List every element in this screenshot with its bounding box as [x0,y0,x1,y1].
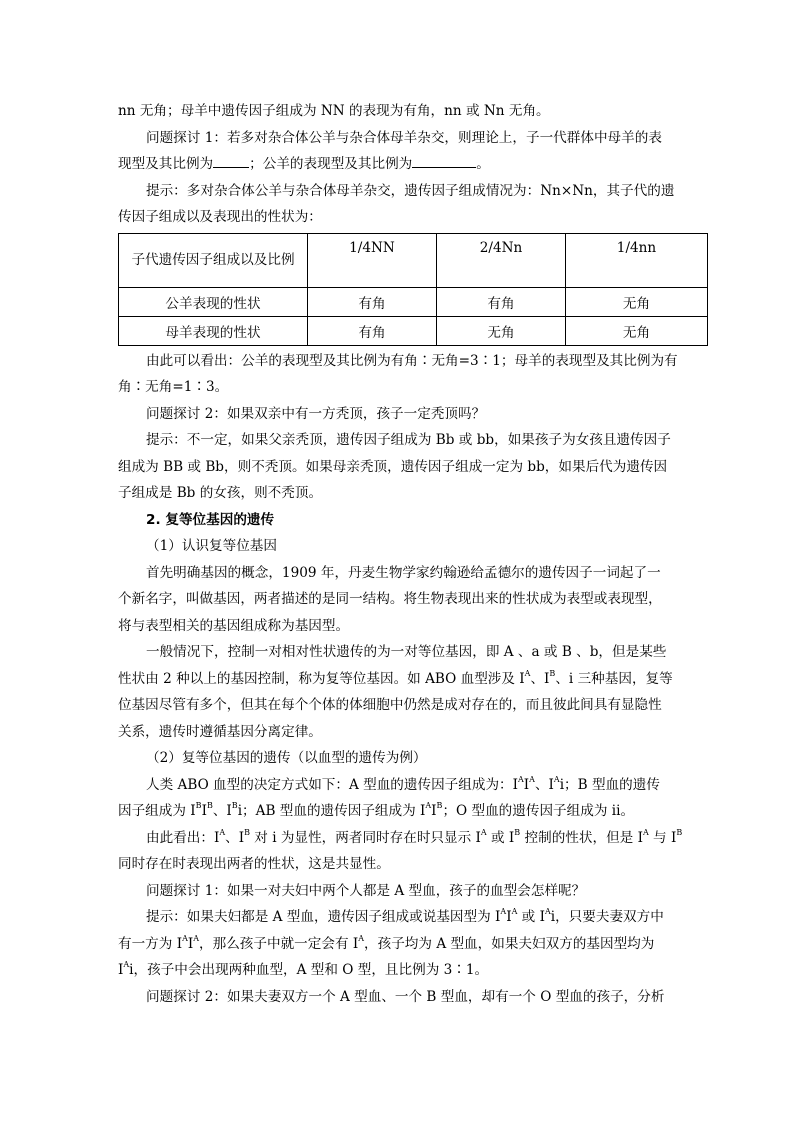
genotype-table [118,233,708,346]
table-cell: 无角 [437,316,566,345]
hint-line: $I^Ai$，孩子中会出现两种血型，A 型和 O 型，且比例为 3∶1。 [118,960,489,978]
paragraph-line: 首先明确基因的概念，1909 年，丹麦生物学家约翰逊给孟德尔的遗传因子一词起了一 [146,564,661,581]
paragraph-line: 因子组成为 $I^BI^B$、$I^Bi$；AB 型血的遗传因子组成为 $I^AI^B$；O 型血的遗传因子组成为 ii。 [118,801,635,819]
paragraph-line: 一般情况下，控制一对相对性状遗传的为一对等位基因，即 A 、a 或 B 、b，但是某些 [146,644,667,660]
question-2: 问题探讨 2：如果双亲中有一方秃顶，孩子一定秃顶吗？ [146,405,486,422]
question-1-cont: 现型及其比例为 ；公羊的表现型及其比例为 。 [118,151,708,178]
conclusion-1-cont: 角∶无角=1∶3。 [118,379,229,395]
paragraph-line: 个新名字，叫做基因，两者描述的是同一结构。将生物表现出来的性状成为表型或表现型， [118,591,662,607]
hint-2-line: 提示：不一定，如果父亲秃顶，遗传因子组成为 Bb 或 bb，如果孩子为女孩且遗传因子 [146,432,671,448]
table-header-col: 1/4NN [308,233,437,287]
table-cell: 无角 [566,287,708,316]
paragraph-line: 将与表型相关的基因组成称为基因型。 [118,617,350,634]
table-row-label: 母羊表现的性状 [119,316,308,345]
table-row [119,316,708,345]
hint-2-line: 子组成是 Bb 的女孩，则不秃顶。 [118,485,323,501]
question-blood-1: 问题探讨 1：如果一对夫妇中两个人都是 A 型血，孩子的血型会怎样呢？ [146,882,586,899]
paragraph-line: 关系，遗传时遵循基因分离定律。 [118,723,322,740]
hint-line: 有一方为 $I^AI^A$，那么孩子中就一定会有 $I^A$，孩子均为 A 型血，如果夫妇双方的基因型均为 [118,933,655,952]
document-page [118,98,708,1010]
table-cell: 有角 [437,287,566,316]
paragraph-line: 性状由 2 种以上的基因控制，称为复等位基因。如 ABO 血型涉及 $I^A$、$I^B$、i 三种基因，复等 [118,668,673,687]
conclusion-1: 由此可以看出：公羊的表现型及其比例为有角∶无角=3∶1；母羊的表现型及其比例为有 [146,352,678,369]
question-1: 问题探讨 1：若多对杂合体公羊与杂合体母羊杂交，则理论上，子一代群体中母羊的表 [146,129,662,146]
section-heading: 2. 复等位基因的遗传 [146,511,275,528]
table-cell: 有角 [308,287,437,316]
answer-blank-1[interactable] [213,153,249,168]
table-header-col: 2/4Nn [437,233,566,287]
hint-1-cont: 传因子组成以及表现出的性状为： [118,209,322,225]
paragraph-line: 位基因尽管有多个，但其在每个个体的体细胞中仍然是成对存在的，而且彼此间具有显隐性 [118,697,662,713]
answer-blank-2[interactable] [412,153,476,168]
hint-1: 提示：多对杂合体公羊与杂合体母羊杂交，遗传因子组成情况为：Nn×Nn，其子代的遗 [146,182,675,199]
paragraph-line: 由此看出：$I^A$、$I^B$ 对 i 为显性，两者同时存在时只显示 $I^A$ 或 $I^B$ 控制的性状，但是 $I^A$ 与 $I^B$ [146,827,683,846]
text-line: nn 无角；母羊中遗传因子组成为 NN 的表现为有角，nn 或 Nn 无角。 [118,103,550,119]
paragraph-line: 同时存在时表现出两者的性状，这是共显性。 [118,856,390,872]
table-header-label: 子代遗传因子组成以及比例 [119,233,308,287]
table-row-label: 公羊表现的性状 [119,287,308,316]
subsection-heading-2: （2）复等位基因的遗传（以血型的遗传为例） [146,750,427,766]
table-cell: 无角 [566,316,708,345]
table-cell: 有角 [308,316,437,345]
hint-2-line: 组成为 BB 或 Bb，则不秃顶。如果母亲秃顶，遗传因子组成一定为 bb，如果后代为遗传因 [118,458,668,475]
hint-line: 提示：如果夫妇都是 A 型血，遗传因子组成或说基因型为 $I^AI^A$ 或 $I^Ai$，只要夫妻双方中 [146,907,664,925]
table-row [119,287,708,316]
paragraph-line: 人类 ABO 血型的决定方式如下：A 型血的遗传因子组成为：$I^AI^A$、$I^Ai$；B 型血的遗传 [146,774,660,793]
subsection-heading-1: （1）认识复等位基因 [146,538,277,554]
table-header-col: 1/4nn [566,233,708,287]
question-blood-2: 问题探讨 2：如果夫妻双方一个 A 型血、一个 B 型血，却有一个 O 型血的孩子，分析 [146,988,665,1005]
